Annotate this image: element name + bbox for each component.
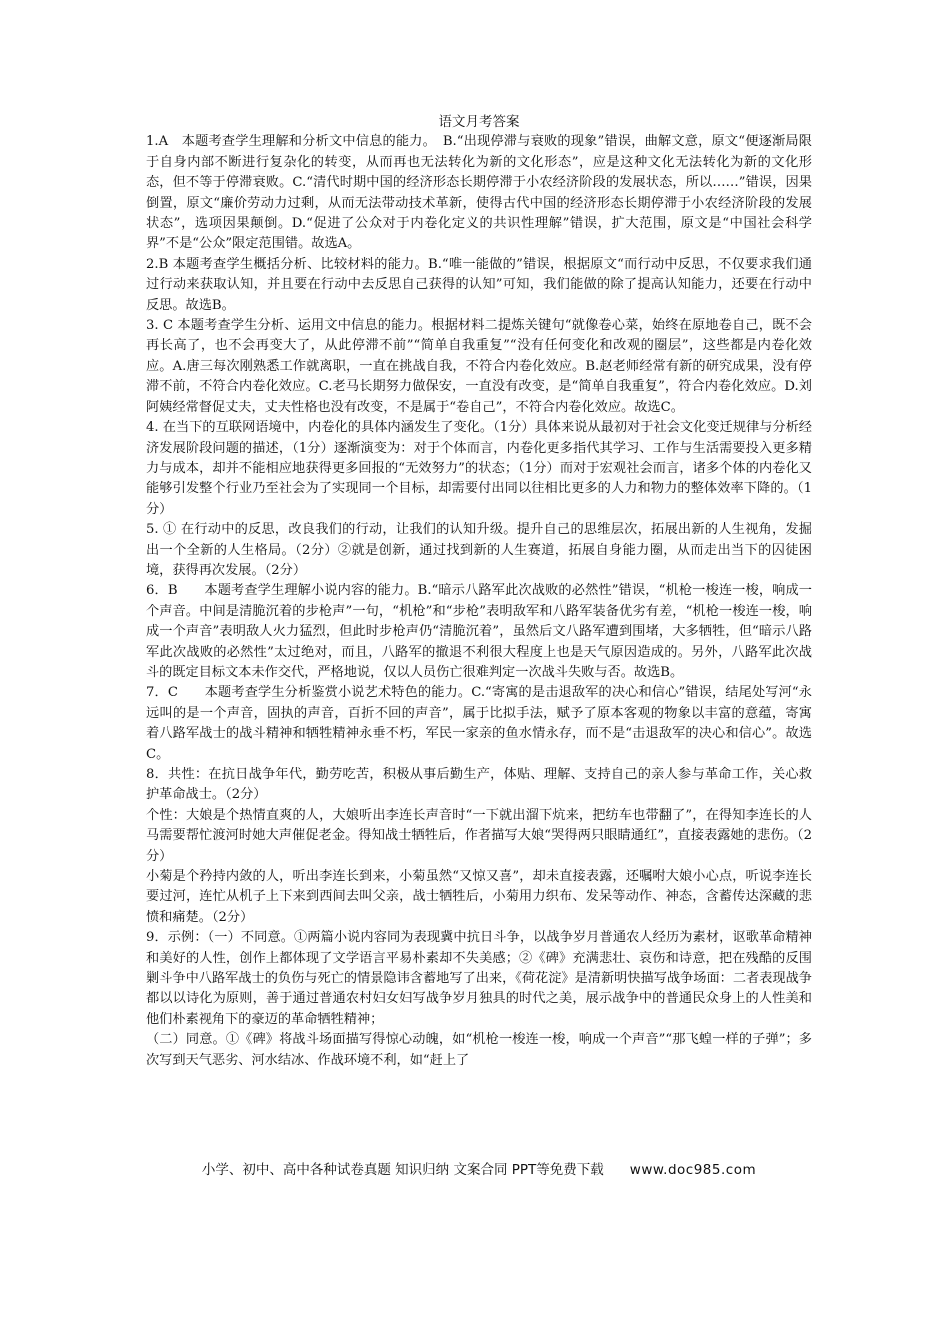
answer-paragraph-3: 3. C 本题考查学生分析、运用文中信息的能力。根据材料二提炼关键句“就像卷心菜，始终在原地卷自己，既不会再长高了，也不会再变大了，从此停滞不前”“简单自我重复”“没有任何变化和改观的圈层”，这些都是内卷化效应。A.唐三每次刚熟悉工作就离职，一直在挑战自我，不符合内卷化效应。B.赵老师经常有新的研究成果，没有停滞不前，不符合内卷化效应。C.老马长期努力做保安，一直没有改变，是“简单自我重复”，符合内卷化效应。D.刘阿姨经常督促丈夫，丈夫性格也没有改变，不是属于“卷自己”，不符合内卷化效应。故选C。 — [146, 318, 812, 415]
answer-paragraph-1: 1.A 本题考查学生理解和分析文中信息的能力。 B.“出现停滞与衰败的现象”错误，曲解文意，原文“便逐渐局限于自身内部不断进行复杂化的转变，从而再也无法转化为新的文化形态”，应是这种文化无法转化为新的文化形态，但不等于停滞衰败。C.“清代时期中国的经济形态长期停滞于小农经济阶段的发展状态，所以……”错误，因果倒置，原文“廉价劳动力过剩，从而无法带动技术革新，使得古代中国的经济形态长期停滞于小农经济阶段的发展状态”，选项因果颠倒。D.“促进了公众对于内卷化定义的共识性理解”错误，扩大范围，原文是“中国社会科学界”不是“公众”限定范围错。故选A。 — [146, 134, 812, 252]
answer-paragraph-4: 4. 在当下的互联网语境中，内卷化的具体内涵发生了变化。（1分）具体来说从最初对于社会文化变迁规律与分析经济发展阶段问题的描述，（1分）逐渐演变为：对于个体而言，内卷化更多指代其学习、工作与生活需要投入更多精力与成本，却并不能相应地获得更多回报的“无效努力”的状态；（1分）而对于宏观社会而言，诸多个体的内卷化又能够引发整个行业乃至社会为了实现同一个目标，却需要付出同以往相比更多的人力和物力的整体效率下降的。（1分） — [146, 420, 812, 517]
answer-paragraph-9-part1: 9．示例：（一）不同意。①两篇小说内容同为表现冀中抗日斗争，以战争岁月普通农人经历为素材，讴歌革命精神和美好的人性，创作上都体现了文学语言平易朴素却不失美感；②《碑》充满悲壮、哀伤和诗意，把在残酷的反围剿斗争中八路军战士的负伤与死亡的情景隐讳含蓄地写了出来，《荷花淀》是清新明快描写战争场面：二者表现战争都以以诗化为原则，善于通过普通农村妇女妇写战争岁月独具的时代之美，展示战争中的普通民众身上的人性美和他们朴素视角下的豪迈的革命牺牲精神； — [146, 930, 812, 1027]
answer-paragraph-2: 2.B 本题考查学生概括分析、比较材料的能力。B.“唯一能做的”错误，根据原文“而行动中反思，不仅要求我们通过行动来获取认知，并且要在行动中去反思自己获得的认知”可知，我们能做的除了提高认知能力，还要在行动中反思。故选B。 — [146, 256, 812, 313]
document-body — [146, 112, 812, 1071]
page-footer — [146, 1158, 812, 1178]
answer-paragraph-6: 6．B 本题考查学生理解小说内容的能力。B.“暗示八路军此次战败的必然性”错误，“机枪一梭连一梭，响成一个声音。中间是清脆沉着的步枪声”一句，“机枪”和“步枪”表明敌军和八路军装备优劣有差，“机枪一梭连一梭，响成一个声音”表明敌人火力猛烈，但此时步枪声仍“清脆沉着”，虽然后文八路军遭到围堵，大多牺牲，但“暗示八路军此次战败的必然性”太过绝对，而且，八路军的撤退不利很大程度上也是天气原因造成的。另外，八路军此次战斗的既定目标文本未作交代，严格地说，仅以人员伤亡很难判定一次战斗失败与否。故选B。 — [146, 583, 812, 680]
answer-paragraph-5: 5. ① 在行动中的反思，改良我们的行动，让我们的认知升级。提升自己的思维层次，拓展出新的人生视角，发掘出一个全新的人生格局。（2分）②就是创新，通过找到新的人生赛道，拓展自身能力圈，从而走出当下的囚徒困境，获得再次发展。（2分） — [146, 522, 812, 578]
answer-paragraph-8-individual-xiaoju: 小菊是个矜持内敛的人，听出李连长到来，小菊虽然“又惊又喜”，却未直接表露，还嘱咐大娘小心点，听说李连长要过河，连忙从机子上下来到西间去叫父亲，战士牺牲后，小菊用力织布、发呆等动作、神态，含蓄传达深藏的悲愤和痛楚。（2分） — [146, 869, 812, 925]
answer-paragraph-7: 7．C 本题考查学生分析鉴赏小说艺术特色的能力。C.“寄寓的是击退敌军的决心和信心”错误，结尾处写河“永远叫的是一个声音，固执的声音，百折不回的声音”，属于比拟手法，赋予了原本客观的物象以丰富的意蕴，寄寓着八路军战士的战斗精神和牺牲精神永垂不朽，军民一家亲的鱼水情永存，而不是“击退敌军的决心和信心”。故选C。 — [146, 685, 812, 762]
answer-paragraph-9-part2: （二）同意。①《碑》将战斗场面描写得惊心动魄，如“机枪一梭连一梭，响成一个声音”“那飞蝗一样的子弹”；多次写到天气恶劣、河水结冰、作战环境不利，如“赶上了 — [146, 1032, 812, 1068]
footer-text: 小学、初中、高中各种试卷真题 知识归纳 文案合同 PPT等免费下载 — [201, 1162, 604, 1178]
footer-url[interactable]: www.doc985.com — [629, 1162, 757, 1178]
answer-paragraph-8-individual-aunt: 个性：大娘是个热情直爽的人，大娘听出李连长声音时“一下就出溜下炕来，把纺车也带翻了”，在得知李连长的人马需要帮忙渡河时她大声催促老金。得知战士牺牲后，作者描写大娘“哭得两只眼睛通红”，直接表露她的悲伤。（2分） — [146, 807, 812, 864]
answer-paragraph-8-common: 8．共性：在抗日战争年代，勤劳吃苦，积极从事后勤生产，体贴、理解、支持自己的亲人参与革命工作，关心救护革命战士。（2分） — [146, 767, 812, 803]
document-title: 语文月考答案 — [438, 114, 520, 130]
